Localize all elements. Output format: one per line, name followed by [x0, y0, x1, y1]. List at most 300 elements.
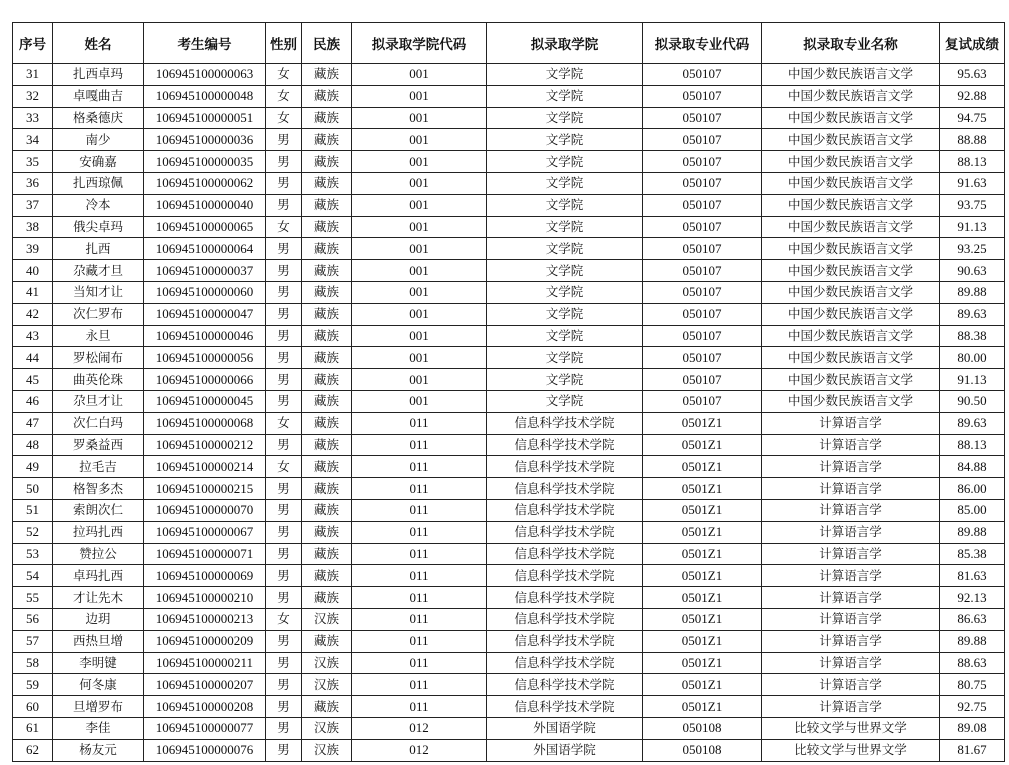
cell-seq: 56	[13, 608, 53, 630]
cell-candidate-id: 106945100000047	[144, 303, 266, 325]
cell-major-code: 0501Z1	[643, 456, 762, 478]
cell-major-name: 中国少数民族语言文学	[762, 216, 940, 238]
cell-name: 拉玛扎西	[53, 521, 144, 543]
cell-college: 信息科学技术学院	[487, 521, 643, 543]
table-row	[13, 652, 1005, 674]
cell-name: 索朗次仁	[53, 499, 144, 521]
cell-college-code: 001	[352, 64, 487, 86]
cell-name: 扎西	[53, 238, 144, 260]
cell-ethnicity: 藏族	[302, 129, 352, 151]
cell-candidate-id: 106945100000209	[144, 630, 266, 652]
cell-score: 88.13	[940, 434, 1005, 456]
cell-score: 89.08	[940, 717, 1005, 739]
cell-major-name: 中国少数民族语言文学	[762, 281, 940, 303]
table-row	[13, 674, 1005, 696]
cell-name: 罗松闹布	[53, 347, 144, 369]
cell-candidate-id: 106945100000037	[144, 260, 266, 282]
cell-major-name: 中国少数民族语言文学	[762, 369, 940, 391]
cell-candidate-id: 106945100000210	[144, 587, 266, 609]
table-row	[13, 129, 1005, 151]
cell-candidate-id: 106945100000211	[144, 652, 266, 674]
header-candidate-id: 考生编号	[144, 23, 266, 64]
table-row	[13, 412, 1005, 434]
cell-college-code: 001	[352, 151, 487, 173]
cell-name: 旦增罗布	[53, 696, 144, 718]
cell-gender: 男	[266, 499, 302, 521]
cell-name: 李佳	[53, 717, 144, 739]
cell-ethnicity: 藏族	[302, 281, 352, 303]
cell-ethnicity: 藏族	[302, 565, 352, 587]
cell-gender: 男	[266, 478, 302, 500]
cell-score: 85.00	[940, 499, 1005, 521]
cell-candidate-id: 106945100000067	[144, 521, 266, 543]
cell-seq: 38	[13, 216, 53, 238]
cell-gender: 男	[266, 543, 302, 565]
cell-name: 赞拉公	[53, 543, 144, 565]
cell-ethnicity: 汉族	[302, 608, 352, 630]
cell-score: 80.00	[940, 347, 1005, 369]
cell-college: 文学院	[487, 369, 643, 391]
table-row	[13, 85, 1005, 107]
cell-major-code: 050107	[643, 216, 762, 238]
cell-seq: 45	[13, 369, 53, 391]
cell-college-code: 011	[352, 456, 487, 478]
cell-major-code: 0501Z1	[643, 565, 762, 587]
cell-college-code: 011	[352, 412, 487, 434]
cell-major-name: 计算语言学	[762, 565, 940, 587]
cell-college: 信息科学技术学院	[487, 674, 643, 696]
cell-ethnicity: 藏族	[302, 456, 352, 478]
cell-seq: 46	[13, 390, 53, 412]
table-row	[13, 347, 1005, 369]
cell-seq: 54	[13, 565, 53, 587]
cell-college: 外国语学院	[487, 717, 643, 739]
cell-major-code: 050107	[643, 390, 762, 412]
cell-major-name: 中国少数民族语言文学	[762, 325, 940, 347]
cell-college-code: 001	[352, 85, 487, 107]
cell-ethnicity: 藏族	[302, 151, 352, 173]
cell-score: 91.13	[940, 369, 1005, 391]
cell-score: 91.13	[940, 216, 1005, 238]
cell-score: 90.50	[940, 390, 1005, 412]
cell-college: 信息科学技术学院	[487, 565, 643, 587]
cell-college: 信息科学技术学院	[487, 478, 643, 500]
table-row	[13, 565, 1005, 587]
cell-major-code: 050108	[643, 739, 762, 761]
table-row	[13, 521, 1005, 543]
cell-major-code: 050107	[643, 194, 762, 216]
cell-seq: 49	[13, 456, 53, 478]
cell-candidate-id: 106945100000069	[144, 565, 266, 587]
cell-name: 卓玛扎西	[53, 565, 144, 587]
table-row	[13, 151, 1005, 173]
cell-seq: 60	[13, 696, 53, 718]
cell-name: 卓嘎曲吉	[53, 85, 144, 107]
cell-college-code: 001	[352, 172, 487, 194]
cell-name: 曲英伦珠	[53, 369, 144, 391]
cell-major-name: 中国少数民族语言文学	[762, 390, 940, 412]
cell-name: 西热旦增	[53, 630, 144, 652]
cell-major-name: 中国少数民族语言文学	[762, 64, 940, 86]
cell-score: 85.38	[940, 543, 1005, 565]
table-row	[13, 238, 1005, 260]
table-row	[13, 696, 1005, 718]
cell-candidate-id: 106945100000066	[144, 369, 266, 391]
cell-gender: 男	[266, 369, 302, 391]
cell-score: 91.63	[940, 172, 1005, 194]
table-row	[13, 739, 1005, 761]
cell-college-code: 001	[352, 194, 487, 216]
header-college-code: 拟录取学院代码	[352, 23, 487, 64]
table-row	[13, 107, 1005, 129]
cell-major-name: 中国少数民族语言文学	[762, 85, 940, 107]
cell-college: 文学院	[487, 129, 643, 151]
cell-score: 92.75	[940, 696, 1005, 718]
cell-college-code: 012	[352, 739, 487, 761]
cell-major-name: 计算语言学	[762, 499, 940, 521]
cell-college: 信息科学技术学院	[487, 434, 643, 456]
cell-score: 92.13	[940, 587, 1005, 609]
cell-score: 95.63	[940, 64, 1005, 86]
cell-candidate-id: 106945100000070	[144, 499, 266, 521]
cell-college-code: 011	[352, 499, 487, 521]
cell-candidate-id: 106945100000048	[144, 85, 266, 107]
cell-score: 93.75	[940, 194, 1005, 216]
cell-name: 扎西卓玛	[53, 64, 144, 86]
cell-gender: 男	[266, 696, 302, 718]
cell-college: 信息科学技术学院	[487, 499, 643, 521]
admission-table	[12, 22, 1005, 762]
cell-name: 罗桑益西	[53, 434, 144, 456]
cell-score: 88.38	[940, 325, 1005, 347]
cell-major-code: 050107	[643, 172, 762, 194]
cell-college: 文学院	[487, 64, 643, 86]
cell-score: 86.00	[940, 478, 1005, 500]
cell-major-name: 中国少数民族语言文学	[762, 260, 940, 282]
cell-college-code: 011	[352, 521, 487, 543]
cell-seq: 32	[13, 85, 53, 107]
cell-college-code: 011	[352, 565, 487, 587]
cell-college: 文学院	[487, 172, 643, 194]
cell-college: 文学院	[487, 216, 643, 238]
cell-seq: 47	[13, 412, 53, 434]
header-ethnicity: 民族	[302, 23, 352, 64]
cell-gender: 女	[266, 85, 302, 107]
cell-college-code: 001	[352, 325, 487, 347]
cell-candidate-id: 106945100000076	[144, 739, 266, 761]
cell-candidate-id: 106945100000208	[144, 696, 266, 718]
cell-name: 俄尖卓玛	[53, 216, 144, 238]
cell-college-code: 011	[352, 608, 487, 630]
cell-major-code: 0501Z1	[643, 499, 762, 521]
cell-name: 格桑德庆	[53, 107, 144, 129]
cell-major-code: 050107	[643, 281, 762, 303]
cell-score: 84.88	[940, 456, 1005, 478]
cell-score: 94.75	[940, 107, 1005, 129]
cell-seq: 50	[13, 478, 53, 500]
table-row	[13, 390, 1005, 412]
cell-gender: 男	[266, 347, 302, 369]
cell-major-code: 050107	[643, 238, 762, 260]
cell-score: 80.75	[940, 674, 1005, 696]
cell-candidate-id: 106945100000207	[144, 674, 266, 696]
cell-college: 文学院	[487, 281, 643, 303]
cell-name: 格智多杰	[53, 478, 144, 500]
cell-name: 冷本	[53, 194, 144, 216]
cell-major-name: 计算语言学	[762, 434, 940, 456]
cell-seq: 58	[13, 652, 53, 674]
cell-seq: 57	[13, 630, 53, 652]
cell-major-code: 050107	[643, 129, 762, 151]
cell-major-name: 计算语言学	[762, 652, 940, 674]
cell-major-name: 中国少数民族语言文学	[762, 303, 940, 325]
cell-college: 文学院	[487, 238, 643, 260]
cell-ethnicity: 藏族	[302, 434, 352, 456]
cell-seq: 39	[13, 238, 53, 260]
cell-name: 次仁白玛	[53, 412, 144, 434]
cell-ethnicity: 藏族	[302, 587, 352, 609]
cell-major-code: 050107	[643, 107, 762, 129]
cell-gender: 男	[266, 194, 302, 216]
cell-score: 89.88	[940, 281, 1005, 303]
header-seq: 序号	[13, 23, 53, 64]
cell-college-code: 011	[352, 652, 487, 674]
cell-college: 信息科学技术学院	[487, 456, 643, 478]
cell-score: 90.63	[940, 260, 1005, 282]
cell-major-name: 中国少数民族语言文学	[762, 238, 940, 260]
cell-gender: 男	[266, 630, 302, 652]
cell-gender: 男	[266, 587, 302, 609]
cell-candidate-id: 106945100000215	[144, 478, 266, 500]
cell-college: 文学院	[487, 390, 643, 412]
cell-name: 才让先木	[53, 587, 144, 609]
cell-score: 89.88	[940, 521, 1005, 543]
header-score: 复试成绩	[940, 23, 1005, 64]
table-row	[13, 172, 1005, 194]
table-row	[13, 281, 1005, 303]
cell-gender: 男	[266, 151, 302, 173]
cell-major-name: 计算语言学	[762, 521, 940, 543]
cell-college-code: 001	[352, 260, 487, 282]
cell-major-code: 0501Z1	[643, 652, 762, 674]
cell-major-code: 0501Z1	[643, 587, 762, 609]
cell-seq: 31	[13, 64, 53, 86]
cell-gender: 男	[266, 521, 302, 543]
table-row	[13, 456, 1005, 478]
cell-ethnicity: 藏族	[302, 521, 352, 543]
cell-gender: 男	[266, 674, 302, 696]
cell-name: 杨友元	[53, 739, 144, 761]
cell-ethnicity: 藏族	[302, 107, 352, 129]
cell-ethnicity: 藏族	[302, 325, 352, 347]
cell-ethnicity: 汉族	[302, 674, 352, 696]
cell-college: 文学院	[487, 194, 643, 216]
cell-major-name: 计算语言学	[762, 587, 940, 609]
cell-gender: 女	[266, 107, 302, 129]
cell-gender: 男	[266, 739, 302, 761]
cell-college-code: 001	[352, 216, 487, 238]
table-row	[13, 434, 1005, 456]
cell-seq: 43	[13, 325, 53, 347]
cell-score: 93.25	[940, 238, 1005, 260]
cell-candidate-id: 106945100000064	[144, 238, 266, 260]
cell-name: 何冬康	[53, 674, 144, 696]
cell-ethnicity: 汉族	[302, 739, 352, 761]
cell-name: 永旦	[53, 325, 144, 347]
cell-gender: 男	[266, 172, 302, 194]
table-row	[13, 64, 1005, 86]
header-row	[13, 23, 1005, 64]
cell-major-code: 050107	[643, 151, 762, 173]
cell-major-code: 0501Z1	[643, 434, 762, 456]
cell-gender: 男	[266, 717, 302, 739]
cell-major-name: 计算语言学	[762, 696, 940, 718]
cell-major-name: 计算语言学	[762, 412, 940, 434]
cell-candidate-id: 106945100000036	[144, 129, 266, 151]
cell-candidate-id: 106945100000212	[144, 434, 266, 456]
table-row	[13, 717, 1005, 739]
cell-gender: 男	[266, 238, 302, 260]
cell-major-code: 050107	[643, 260, 762, 282]
cell-college: 文学院	[487, 107, 643, 129]
cell-ethnicity: 藏族	[302, 390, 352, 412]
cell-major-code: 050107	[643, 347, 762, 369]
cell-name: 尕旦才让	[53, 390, 144, 412]
cell-candidate-id: 106945100000063	[144, 64, 266, 86]
cell-name: 安确嘉	[53, 151, 144, 173]
cell-seq: 41	[13, 281, 53, 303]
cell-seq: 48	[13, 434, 53, 456]
cell-gender: 女	[266, 412, 302, 434]
cell-college: 信息科学技术学院	[487, 587, 643, 609]
cell-seq: 42	[13, 303, 53, 325]
cell-candidate-id: 106945100000045	[144, 390, 266, 412]
cell-major-name: 计算语言学	[762, 478, 940, 500]
table-row	[13, 369, 1005, 391]
cell-major-code: 0501Z1	[643, 412, 762, 434]
cell-major-name: 中国少数民族语言文学	[762, 107, 940, 129]
cell-candidate-id: 106945100000065	[144, 216, 266, 238]
cell-major-code: 050107	[643, 369, 762, 391]
cell-candidate-id: 106945100000040	[144, 194, 266, 216]
cell-score: 89.63	[940, 303, 1005, 325]
cell-candidate-id: 106945100000060	[144, 281, 266, 303]
cell-ethnicity: 藏族	[302, 238, 352, 260]
cell-college-code: 001	[352, 347, 487, 369]
cell-gender: 男	[266, 303, 302, 325]
cell-ethnicity: 汉族	[302, 717, 352, 739]
cell-major-name: 中国少数民族语言文学	[762, 347, 940, 369]
cell-name: 尕藏才旦	[53, 260, 144, 282]
cell-major-code: 0501Z1	[643, 543, 762, 565]
table-row	[13, 499, 1005, 521]
cell-ethnicity: 藏族	[302, 260, 352, 282]
cell-college: 信息科学技术学院	[487, 608, 643, 630]
cell-college: 信息科学技术学院	[487, 412, 643, 434]
cell-seq: 61	[13, 717, 53, 739]
cell-gender: 男	[266, 129, 302, 151]
cell-seq: 44	[13, 347, 53, 369]
cell-ethnicity: 藏族	[302, 696, 352, 718]
cell-name: 拉毛吉	[53, 456, 144, 478]
cell-seq: 59	[13, 674, 53, 696]
cell-college-code: 001	[352, 303, 487, 325]
cell-college-code: 012	[352, 717, 487, 739]
cell-seq: 55	[13, 587, 53, 609]
cell-major-name: 中国少数民族语言文学	[762, 151, 940, 173]
cell-major-code: 0501Z1	[643, 696, 762, 718]
header-gender: 性别	[266, 23, 302, 64]
cell-ethnicity: 藏族	[302, 172, 352, 194]
cell-major-code: 0501Z1	[643, 608, 762, 630]
cell-ethnicity: 藏族	[302, 478, 352, 500]
cell-name: 南少	[53, 129, 144, 151]
cell-candidate-id: 106945100000051	[144, 107, 266, 129]
cell-seq: 34	[13, 129, 53, 151]
cell-major-code: 050107	[643, 325, 762, 347]
header-college: 拟录取学院	[487, 23, 643, 64]
cell-college: 文学院	[487, 303, 643, 325]
cell-gender: 男	[266, 260, 302, 282]
cell-candidate-id: 106945100000062	[144, 172, 266, 194]
cell-gender: 男	[266, 434, 302, 456]
cell-major-code: 0501Z1	[643, 674, 762, 696]
cell-seq: 53	[13, 543, 53, 565]
cell-college: 文学院	[487, 347, 643, 369]
cell-score: 81.67	[940, 739, 1005, 761]
cell-college: 文学院	[487, 260, 643, 282]
cell-major-code: 0501Z1	[643, 521, 762, 543]
cell-ethnicity: 藏族	[302, 412, 352, 434]
cell-college-code: 001	[352, 390, 487, 412]
cell-name: 扎西琼佩	[53, 172, 144, 194]
cell-seq: 37	[13, 194, 53, 216]
table-row	[13, 478, 1005, 500]
cell-college-code: 001	[352, 281, 487, 303]
cell-major-name: 比较文学与世界文学	[762, 717, 940, 739]
cell-major-name: 中国少数民族语言文学	[762, 172, 940, 194]
cell-college-code: 011	[352, 630, 487, 652]
cell-seq: 36	[13, 172, 53, 194]
cell-college-code: 011	[352, 587, 487, 609]
cell-ethnicity: 汉族	[302, 652, 352, 674]
table-body	[13, 64, 1005, 762]
cell-score: 81.63	[940, 565, 1005, 587]
cell-major-name: 计算语言学	[762, 608, 940, 630]
cell-major-name: 计算语言学	[762, 543, 940, 565]
cell-ethnicity: 藏族	[302, 543, 352, 565]
cell-seq: 62	[13, 739, 53, 761]
cell-ethnicity: 藏族	[302, 303, 352, 325]
cell-college-code: 001	[352, 369, 487, 391]
cell-candidate-id: 106945100000213	[144, 608, 266, 630]
cell-major-name: 计算语言学	[762, 630, 940, 652]
cell-college-code: 011	[352, 543, 487, 565]
cell-major-name: 计算语言学	[762, 674, 940, 696]
cell-college: 文学院	[487, 325, 643, 347]
cell-seq: 52	[13, 521, 53, 543]
cell-gender: 女	[266, 608, 302, 630]
cell-score: 88.13	[940, 151, 1005, 173]
cell-college: 信息科学技术学院	[487, 652, 643, 674]
cell-gender: 男	[266, 281, 302, 303]
cell-gender: 男	[266, 652, 302, 674]
cell-gender: 男	[266, 325, 302, 347]
cell-college: 文学院	[487, 151, 643, 173]
cell-ethnicity: 藏族	[302, 347, 352, 369]
cell-college-code: 001	[352, 238, 487, 260]
cell-major-code: 050107	[643, 85, 762, 107]
